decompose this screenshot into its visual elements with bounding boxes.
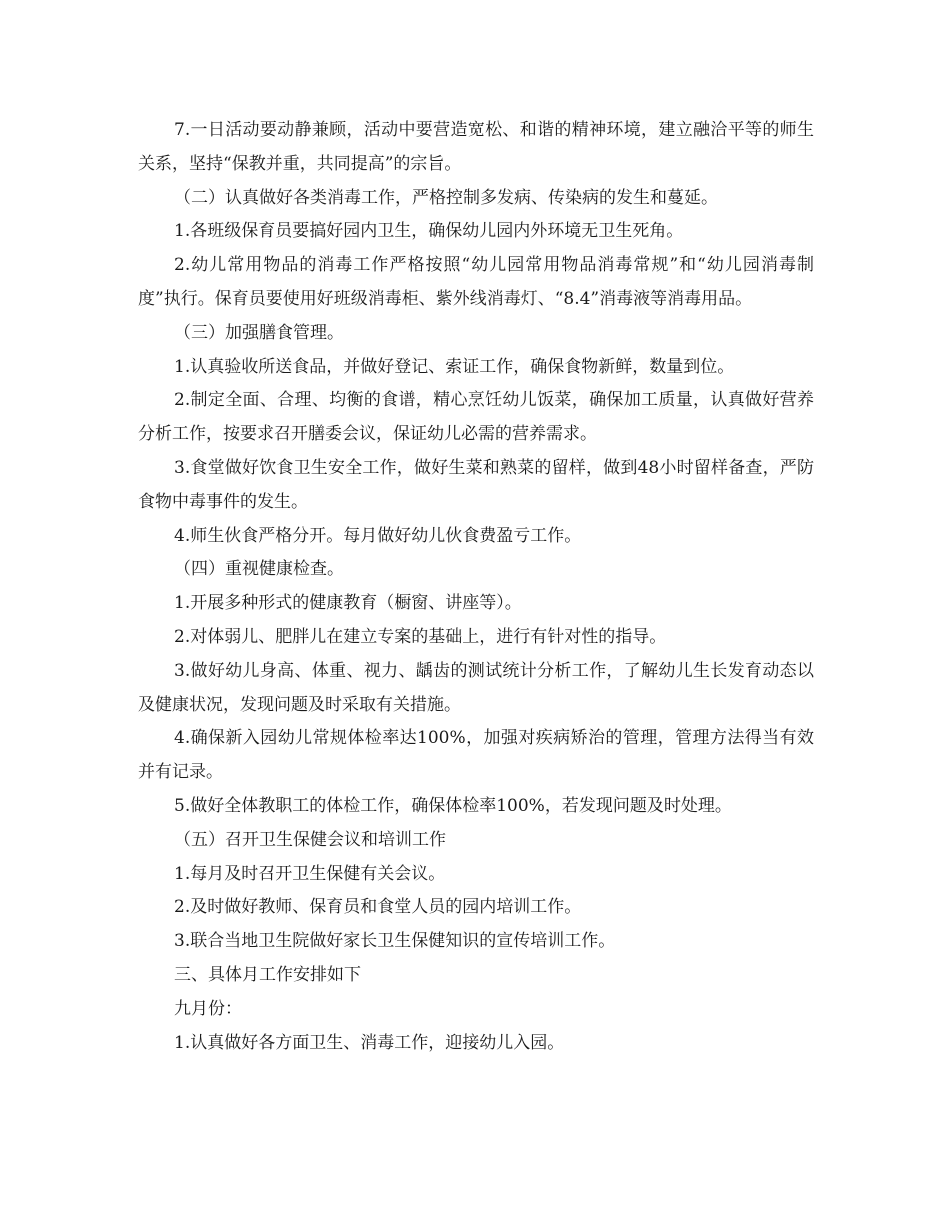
para-2-1: 1.各班级保育员要搞好园内卫生，确保幼儿园内外环境无卫生死角。 <box>174 221 684 242</box>
para-4-3: 3.做好幼儿身高、体重、视力、龋齿的测试统计分析工作，了解幼儿生长发育动态以及健康状况，发现问题及时采取有关措施。 <box>138 660 814 715</box>
para-5-2: 2.及时做好教师、保育员和食堂人员的园内培训工作。 <box>174 897 582 918</box>
document-body <box>138 114 814 1060</box>
section-4-health-check: （四）重视健康检查。 <box>174 559 344 580</box>
para-4-4: 4.确保新入园幼儿常规体检率达100%，加强对疾病矫治的管理，管理方法得当有效并有记录。 <box>138 728 814 783</box>
para-7-daily-activities: 7.一日活动要动静兼顾，活动中要营造宽松、和谐的精神环境，建立融洽平等的师生关系，坚持“保教并重，共同提高”的宗旨。 <box>138 120 814 174</box>
section-5-meetings: （五）召开卫生保健会议和培训工作 <box>174 829 446 850</box>
para-3-1: 1.认真验收所送食品，并做好登记、索证工作，确保食物新鲜，数量到位。 <box>174 356 735 377</box>
para-3-2: 2.制定全面、合理、均衡的食谱，精心烹饪幼儿饭菜，确保加工质量，认真做好营养分析工作，按要求召开膳委会议，保证幼儿必需的营养需求。 <box>138 390 814 445</box>
para-4-2: 2.对体弱儿、肥胖儿在建立专案的基础上，进行有针对性的指导。 <box>174 626 667 647</box>
para-3-3: 3.食堂做好饮食卫生安全工作，做好生菜和熟菜的留样，做到48小时留样备查，严防食物中毒事件的发生。 <box>138 457 814 512</box>
para-sep-1: 1.认真做好各方面卫生、消毒工作，迎接幼儿入园。 <box>174 1032 565 1053</box>
para-4-5: 5.做好全体教职工的体检工作，确保体检率100%，若发现问题及时处理。 <box>174 795 732 816</box>
para-5-1: 1.每月及时召开卫生保健有关会议。 <box>174 863 446 884</box>
heading-monthly-plan: 三、具体月工作安排如下 <box>174 964 361 985</box>
section-3-diet: （三）加强膳食管理。 <box>174 322 344 343</box>
para-5-3: 3.联合当地卫生院做好家长卫生保健知识的宣传培训工作。 <box>174 931 616 952</box>
para-2-2: 2.幼儿常用物品的消毒工作严格按照“幼儿园常用物品消毒常规”和“幼儿园消毒制度”执行。保育员要使用好班级消毒柜、紫外线消毒灯、“8.4”消毒液等消毒用品。 <box>138 255 814 309</box>
para-3-4: 4.师生伙食严格分开。每月做好幼儿伙食费盈亏工作。 <box>174 525 582 546</box>
section-2-disinfection: （二）认真做好各类消毒工作，严格控制多发病、传染病的发生和蔓延。 <box>174 187 718 208</box>
para-4-1: 1.开展多种形式的健康教育（橱窗、讲座等）。 <box>174 593 522 614</box>
heading-september: 九月份： <box>174 998 242 1019</box>
